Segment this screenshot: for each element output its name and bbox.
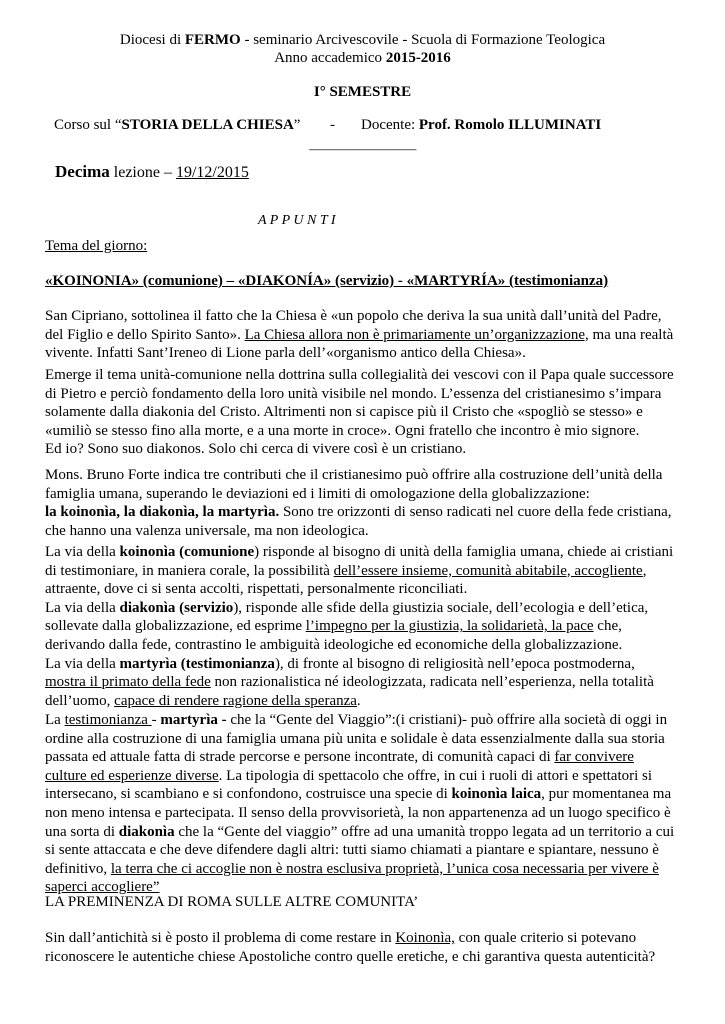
martyria-term: martyrìa (testimonianza: [119, 655, 275, 672]
topic-title: «KOINONIA» (comunione) – «DIAKONÍA» (servizio) - «MARTYRÍA» (testimonianza): [45, 273, 609, 289]
p4-text: La via della: [45, 599, 120, 616]
p6-text: con quale criterio si potevano: [454, 930, 637, 946]
p4-line-4: [45, 599, 685, 618]
p5-line-5: [45, 785, 685, 804]
p4-line-2: [45, 562, 685, 581]
p3-line-2: famiglia umana, superando le deviazioni ed i limiti di omologazione della globalizzazione:: [45, 485, 590, 502]
p5-text: intersecano, si scambiano e si confondono, costruisce una specie di: [45, 786, 452, 803]
diocese-name: FERMO: [184, 32, 241, 48]
p4-text: La via della: [45, 544, 120, 560]
p2-line-5: Ed io? Sono suo diakonos. Solo chi cerca di vivere così è un cristiano.: [45, 441, 467, 458]
header-line-2: [0, 50, 725, 67]
martyria-term: martyrìa -: [160, 712, 227, 728]
paragraph-3: [45, 466, 685, 540]
p5-line-8: si sente attaccata e che deve difendere dagli altri: tutti siamo chiamati a piantare e spiantare, nessuno è: [45, 842, 659, 859]
p2-line-2: di Pietro e perciò fondamento della loro unità visibile nel mondo. L’essenza del cristianesimo s’impara: [45, 385, 662, 402]
p5-line-3: [45, 748, 685, 767]
p5-text: definitivo,: [45, 860, 111, 877]
p1-text: del Figlio e dello Spirito Santo».: [45, 326, 245, 343]
p5-text: . La tipologia di spettacolo che offre, in cui i ruoli di attori e spettatori si: [218, 767, 653, 784]
p4-line-3: attraente, dove ci si senta accolti, rispettati, personalmente riconciliati.: [45, 581, 468, 598]
diocese-label: Diocesi di: [119, 32, 185, 48]
paragraph-2: [45, 366, 685, 459]
academic-year: 2015-2016: [385, 50, 451, 66]
p6-underlined: Koinonìa,: [395, 930, 455, 946]
semester-heading: [0, 84, 725, 101]
diakonia-term: diakonìa (servizio: [119, 599, 234, 616]
p4-text: sollevate dalla globalizzazione, ed esprime: [45, 618, 306, 635]
p4-text: di testimoniare, in maniera corale, la possibilità: [45, 562, 334, 579]
koinonia-term: koinonìa (comunione: [119, 544, 255, 560]
p5-underlined: la terra che ci accoglie non è nostra esclusiva proprietà, l’unica cosa necessaria per vivere è: [110, 860, 659, 877]
p4-underlined: mostra il primato della fede: [45, 674, 211, 691]
lesson-date: 19/12/2015: [175, 164, 249, 181]
academic-year-label: Anno accademico: [274, 50, 386, 66]
p1-underlined: La Chiesa allora non è primariamente un’organizzazione,: [244, 326, 589, 343]
p5-line-9: [45, 860, 685, 879]
p4-line-1: [45, 543, 685, 562]
p4-text: .: [356, 692, 361, 709]
koinonia-laica-term: koinonìa laica: [451, 786, 542, 803]
p5-text: che la “Gente del viaggio” offre ad una umanità troppo legata ad un territorio a cui: [174, 823, 675, 840]
p4-underlined: dell’essere insieme, comunità abitabile, accogliente: [333, 562, 643, 579]
p3-line-4: che hanno una valenza universale, ma non ideologica.: [45, 522, 369, 539]
p5-text: che la “Gente del Viaggio”:(i cristiani)- può offrire alla società di oggi in: [226, 712, 668, 728]
p5-underlined: culture ed esperienze diverse: [45, 767, 219, 784]
p6-line-1: [45, 929, 685, 948]
diakonia-term: diakonìa: [118, 823, 175, 840]
p4-text: ) risponde al bisogno di unità della famiglia umana, chiede ai cristiani: [254, 544, 674, 560]
p4-text: ,: [642, 562, 647, 579]
p2-line-4: «umiliò se stesso fino alla morte, e a una morte in croce». Ogni fratello che incontro è mio signore.: [45, 422, 640, 439]
lesson-line: [55, 162, 249, 182]
p5-text: , pur momentanea ma: [541, 786, 672, 803]
p4-line-5: [45, 617, 685, 636]
paragraph-1: [45, 307, 685, 363]
p4-line-9: [45, 692, 685, 711]
p3-line-3: [45, 503, 685, 522]
p2-line-3: solamente dalla diakonia del Cristo. Altrimenti non si capisce più il Cristo che «spogliò se stesso» e: [45, 404, 643, 421]
p5-underlined: saperci accogliere”: [45, 879, 160, 896]
semester-text: I° SEMESTRE: [313, 84, 412, 100]
p5-underlined: far convivere: [554, 749, 634, 766]
teacher-line: [361, 117, 601, 134]
p1-line-1: San Cipriano, sottolinea il fatto che la Chiesa è «un popolo che deriva la sua unità dall’unità del Padre,: [45, 308, 662, 324]
dash-text: -: [330, 117, 335, 133]
p4-underlined: capace di rendere ragione della speranza: [114, 692, 357, 709]
appunti-heading: A P P U N T I: [258, 213, 336, 228]
p4-text: non razionalistica né ideologizzata, radicata nell’esperienza, nella totalità: [210, 674, 654, 691]
p4-line-7: [45, 655, 685, 674]
p2-line-1: Emerge il tema unità-comunione nella dottrina sulla collegialità dei vescovi con il Papa quale successore: [45, 367, 674, 383]
topic-label: Tema del giorno:: [45, 238, 148, 254]
lesson-number: Decima: [55, 162, 110, 181]
p4-underlined: l’impegno per la giustizia, la solidarietà, la pace: [305, 618, 594, 635]
teacher-label: Docente:: [361, 117, 419, 133]
divider: -------------------------------------------: [308, 144, 417, 154]
header-line-1: [0, 32, 725, 49]
p4-text: ), di fronte al bisogno di religiosità nell’epoca postmoderna,: [274, 655, 635, 672]
seminary-text: - seminario Arcivescovile - Scuola di Formazione Teologica: [240, 32, 606, 48]
course-prefix: Corso sul “: [54, 117, 122, 133]
p4-text: ), risponde alle sfide della giustizia sociale, dell’ecologia e dell’etica,: [233, 599, 649, 616]
lesson-label: lezione –: [109, 164, 176, 181]
course-dash: [330, 117, 335, 134]
p5-text: una sorta di: [45, 823, 119, 840]
p5-text: passata ed attuale fatta di strade percorse e persone incontrate, di comunità capaci di: [45, 749, 555, 766]
p5-text: -: [151, 712, 161, 728]
course-quote-close: ”: [293, 117, 301, 133]
paragraph-5: [45, 711, 685, 897]
paragraph-6: [45, 929, 685, 966]
p5-line-6: non meno intensa e partecipata. Il senso della provvisorietà, la non appartenenza ad un luogo specifico è: [45, 804, 671, 821]
p3-text: Sono tre orizzonti di senso radicati nel cuore della fede cristiana,: [279, 504, 672, 521]
p4-text: che,: [593, 618, 622, 635]
section-heading: LA PREMINENZA DI ROMA SULLE ALTRE COMUNITA’: [45, 894, 419, 910]
teacher-name: Prof. Romolo ILLUMINATI: [418, 117, 602, 133]
p5-line-1: [45, 711, 685, 730]
course-line: [54, 117, 300, 134]
p1-line-3: vivente. Infatti Sant’Ireneo di Lione parla dell’«organismo antico della Chiesa».: [45, 345, 526, 362]
p1-text-end: ma una realtà: [588, 326, 674, 343]
p1-line-2: [45, 326, 685, 345]
p4-text: La via della: [45, 655, 120, 672]
p5-line-2: ordine alla costruzione di una famiglia umana più unita e solidale è data essenzialmente dalla sua storia: [45, 730, 665, 747]
p3-line-1: Mons. Bruno Forte indica tre contributi che il cristianesimo può offrire alla costruzione dell’unità della: [45, 467, 663, 483]
p5-line-4: [45, 767, 685, 786]
p4-line-6: derivando dalla fede, contrastino le ambiguità ideologiche ed economiche della globalizzazione.: [45, 636, 623, 653]
course-title: STORIA DELLA CHIESA: [121, 117, 294, 133]
three-horizons: la koinonìa, la diakonìa, la martyrìa.: [45, 504, 280, 521]
p6-text: Sin dall’antichità si è posto il problema di come restare in: [45, 930, 396, 946]
p5-text: La: [45, 712, 65, 728]
p5-line-7: [45, 823, 685, 842]
p4-line-8: [45, 673, 685, 692]
paragraph-4: [45, 543, 685, 710]
p4-text: dell’uomo,: [45, 692, 115, 709]
p6-line-2: riconoscere le autentiche chiese Apostoliche contro quelle eretiche, e chi garantiva questa autenticità?: [45, 948, 656, 965]
p5-underlined: testimonianza: [64, 712, 152, 728]
